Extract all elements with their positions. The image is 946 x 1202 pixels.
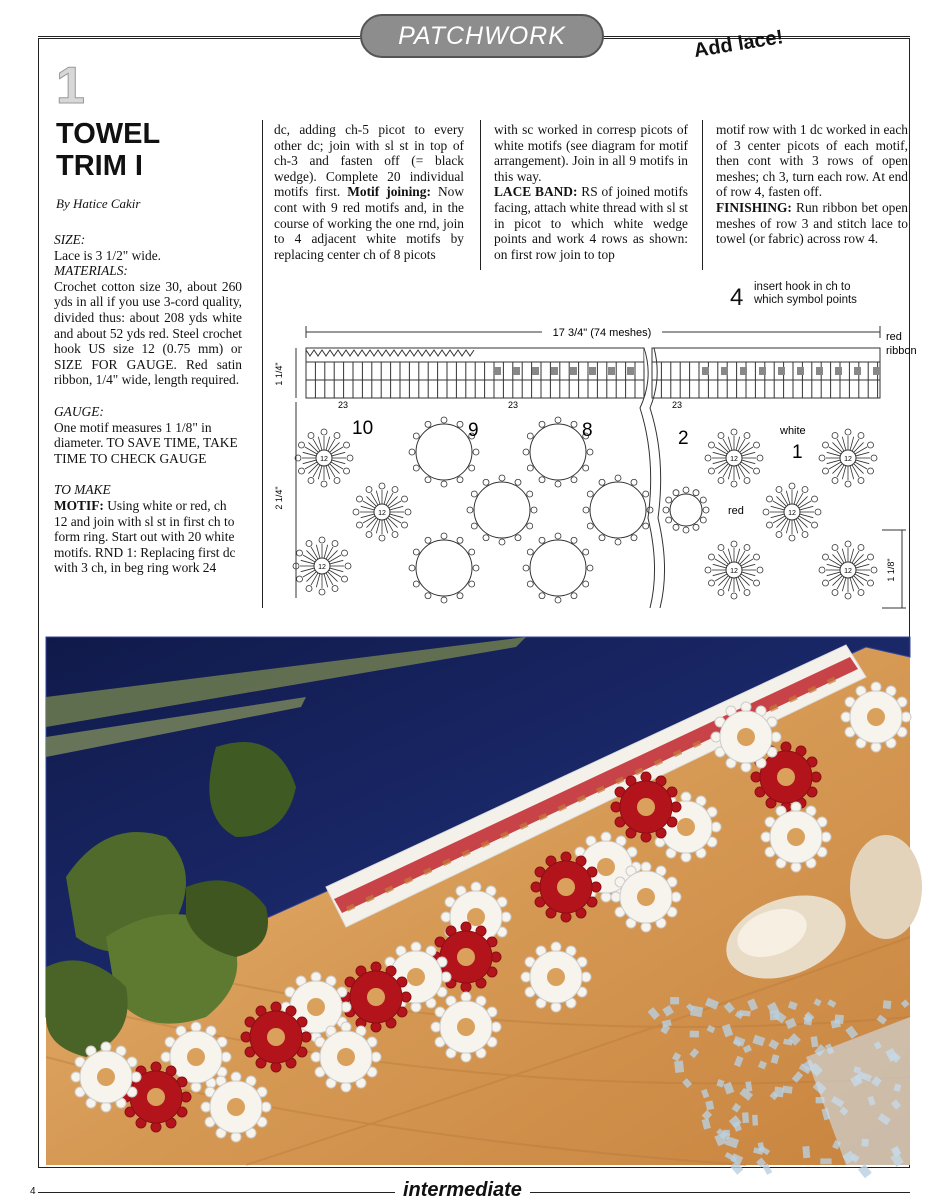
ribbon-mark: [608, 367, 615, 375]
spoked-motif: [293, 537, 351, 595]
gauge-text: One motif measures 1 1/8" in diameter. TO SAVE TIME, TAKE TIME TO CHECK GAUGE: [54, 419, 238, 466]
ribbon-mark: [740, 367, 747, 375]
col4-text-1: motif row with 1 dc worked in each of 3 center picots of each motif, then cont with 3 rows of open meshes; ch 3, turn each row. At end of row 4, fasten off.: [716, 122, 908, 200]
ribbon-label-2: ribbon: [886, 345, 917, 357]
band-height-dimension: [274, 348, 296, 398]
outline-motif: [663, 487, 709, 533]
ribbon-mark: [570, 367, 577, 375]
outline-motif: [523, 533, 593, 603]
byline: By Hatice Cakir: [56, 196, 141, 211]
ring-label: 12: [844, 456, 852, 463]
section-title: PATCHWORK: [398, 22, 566, 50]
legend-line-1: insert hook in ch to: [754, 281, 851, 293]
outline-motif: [409, 533, 479, 603]
motif-height-dimension: [274, 402, 296, 598]
crystal: [804, 1017, 813, 1025]
ribbon-mark: [702, 367, 709, 375]
motif-number-10: 10: [352, 418, 374, 439]
ribbon-mark: [835, 367, 842, 375]
motif-number-1: 1: [792, 442, 803, 463]
ring-label: 12: [320, 456, 328, 463]
crystal: [690, 1031, 699, 1038]
crystal: [883, 1000, 892, 1009]
ribbon-mark: [513, 367, 520, 375]
outline-motif: [467, 475, 537, 545]
col3-text-2: RS of joined motifs facing, attach white thread with sl st in picot to which white wedge points and work 4 rows as shown: on first row join to top: [494, 184, 688, 262]
spoked-motif: [295, 429, 353, 487]
motif-diameter-dimension: [882, 530, 906, 608]
spoked-motif: [353, 483, 411, 541]
column-1: [54, 232, 242, 588]
tagline: Add lace!: [692, 26, 785, 63]
ribbon-mark: [532, 367, 539, 375]
crystal: [770, 1010, 780, 1020]
motif-number-8: 8: [582, 420, 593, 441]
motif-layer: [293, 417, 877, 603]
crystal: [820, 1158, 831, 1164]
crystal: [834, 1014, 844, 1024]
spoked-motif: [763, 483, 821, 541]
motif-text: Using white or red, ch 12 and join with sl st in first ch to form ring. Start out with 20 white motifs. RND 1: Replacing first dc with 3 ch, in beg ring work 24: [54, 497, 236, 576]
pattern-title: [56, 118, 160, 182]
col3-text-1: with sc worked in corresp picots of white motifs (see diagram for motif arrangement). Join in all 9 motifs in this way.: [494, 122, 688, 184]
legend-symbol: 4: [730, 284, 744, 311]
col2-text-1: dc, adding ch-5 picot to every other dc; join with sl st in top of ch-3 and fasten off (= black wedge). Complete 20 individual motifs first.: [274, 122, 464, 200]
header-rule-left: [38, 36, 360, 37]
ring-label: 12: [730, 568, 738, 575]
motif-label: MOTIF:: [54, 497, 104, 513]
col2-text-2: Now cont with 9 red motifs and, in the course of working the one rnd, join to 4 adjacent white motifs by replacing center ch of 8 picots: [274, 184, 464, 262]
ring-label: 12: [788, 510, 796, 517]
column-2: [274, 122, 464, 262]
title-line-2: TRIM I: [56, 150, 143, 182]
ribbon-mark: [797, 367, 804, 375]
motif-joining-label: Motif joining:: [347, 184, 431, 200]
column-3: [494, 122, 688, 262]
width-dimension: [306, 326, 880, 339]
ribbon-mark: [759, 367, 766, 375]
crystal: [674, 1060, 684, 1072]
ribbon-mark: [551, 367, 558, 375]
ring-label: 12: [730, 456, 738, 463]
width-label: 17 3/4" (74 meshes): [552, 327, 652, 339]
section-header: [360, 14, 604, 58]
mesh-count-2: 23: [508, 400, 519, 410]
col4-text-2: Run ribbon bet open meshes of row 3 and stitch lace to towel (or fabric) across row 4.: [716, 199, 908, 247]
crystal: [752, 1115, 758, 1126]
ribbon-mark: [816, 367, 823, 375]
crystal: [774, 1086, 784, 1097]
ribbon-label-1: red: [886, 331, 902, 343]
pattern-number: 1: [56, 57, 85, 115]
product-photo: [46, 637, 910, 1165]
legend-text: [754, 281, 857, 307]
motif-number-9: 9: [468, 420, 479, 441]
mesh-count-1: 23: [338, 400, 349, 410]
materials-text: Crochet cotton size 30, about 260 yds in all if you use 3-cord quality, divided thus: about 208 yds white and about 52 yds red. Steel crochet hook US size 12 (0.75 mm) or SIZE FOR GAUGE. Red satin ribbon, 1/4" wide, length required.: [54, 278, 242, 388]
crystal: [742, 1112, 749, 1123]
column-divider-2: [480, 120, 481, 270]
crystal: [802, 1146, 810, 1158]
outline-motif: [583, 475, 653, 545]
ribbon-mark: [721, 367, 728, 375]
crystal: [670, 997, 679, 1004]
spoked-motif: [819, 541, 877, 599]
motif-height-label: 2 1/4": [274, 486, 284, 510]
column-divider-3: [702, 120, 703, 270]
materials-label: MATERIALS:: [54, 263, 128, 279]
band-height-label: 1 1/4": [274, 362, 284, 386]
ring-label: 12: [378, 510, 386, 517]
ribbon-mark: [778, 367, 785, 375]
mesh-count-3: 23: [672, 400, 683, 410]
column-4: [716, 122, 908, 247]
page-number: 4: [30, 1186, 36, 1197]
to-make-label: TO MAKE: [54, 482, 111, 498]
spoked-motif: [705, 429, 763, 487]
size-label: SIZE:: [54, 232, 86, 247]
label-white: white: [780, 425, 806, 437]
ribbon-marks: [494, 367, 880, 375]
spoked-motif: [705, 541, 763, 599]
difficulty-label: intermediate: [395, 1179, 530, 1202]
ring-label: 12: [318, 564, 326, 571]
ribbon-mark: [589, 367, 596, 375]
finishing-label: FINISHING:: [716, 199, 792, 215]
gauge-label: GAUGE:: [54, 403, 104, 419]
motif-number-2: 2: [678, 428, 689, 449]
legend-line-2: which symbol points: [754, 294, 857, 306]
crochet-diagram: [262, 318, 917, 618]
ribbon-mark: [854, 367, 861, 375]
ribbon-mark: [627, 367, 634, 375]
lace-band-label: LACE BAND:: [494, 184, 578, 200]
ribbon-mark: [494, 367, 501, 375]
ring-label: 12: [844, 568, 852, 575]
spoked-motif: [819, 429, 877, 487]
label-red: red: [728, 505, 744, 517]
ribbon-mark: [873, 367, 880, 375]
motif-diameter-label: 1 1/8": [886, 558, 896, 582]
size-text: Lace is 3 1/2" wide.: [54, 247, 161, 263]
title-line-1: TOWEL: [56, 118, 161, 150]
